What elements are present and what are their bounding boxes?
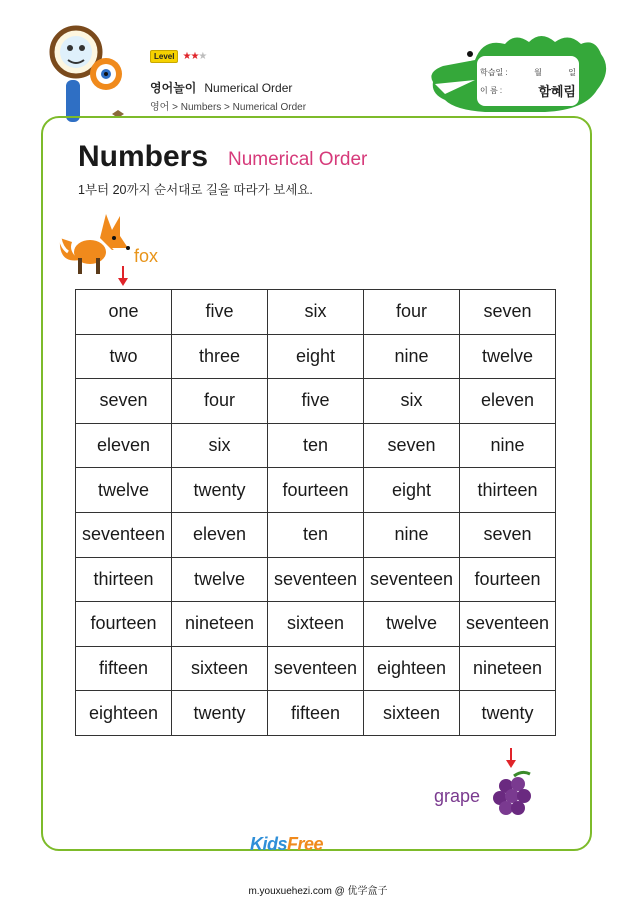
star-filled-icon: ★ (182, 51, 191, 62)
grid-cell[interactable]: seven (76, 379, 172, 424)
grid-cell[interactable]: seventeen (460, 602, 556, 647)
grid-cell[interactable]: fifteen (76, 646, 172, 691)
grid-cell[interactable]: three (172, 334, 268, 379)
category-subtitle: Numerical Order (204, 81, 293, 95)
grid-cell[interactable]: seventeen (364, 557, 460, 602)
grid-cell[interactable]: seven (460, 290, 556, 335)
grid-cell[interactable]: six (172, 423, 268, 468)
study-date-label: 학습일 : (480, 67, 508, 77)
grid-cell[interactable]: fourteen (76, 602, 172, 647)
grid-cell[interactable]: twelve (460, 334, 556, 379)
table-row (76, 379, 556, 424)
grid-cell[interactable]: thirteen (460, 468, 556, 513)
study-info-box (480, 63, 576, 99)
month-label: 월 (534, 67, 542, 77)
logo-kids: Kids (250, 834, 288, 854)
kidsfree-logo (250, 834, 323, 855)
grid-cell[interactable]: six (268, 290, 364, 335)
grid-cell[interactable]: four (172, 379, 268, 424)
category-heading (150, 79, 292, 96)
grid-cell[interactable]: eleven (76, 423, 172, 468)
grid-cell[interactable]: ten (268, 512, 364, 557)
magnifier-mascot-icon (48, 18, 138, 128)
grid-cell[interactable]: twelve (76, 468, 172, 513)
name-row (480, 81, 576, 99)
grid-cell[interactable]: five (268, 379, 364, 424)
instruction-text: 1부터 20까지 순서대로 길을 따라가 보세요. (78, 183, 313, 197)
grid-cell[interactable]: seven (460, 512, 556, 557)
grid-cell[interactable]: fifteen (268, 691, 364, 736)
grid-cell[interactable]: twelve (364, 602, 460, 647)
grid-cell[interactable]: nine (460, 423, 556, 468)
grid-cell[interactable]: sixteen (172, 646, 268, 691)
start-label: fox (134, 246, 159, 266)
table-row (76, 468, 556, 513)
grid-cell[interactable]: eleven (172, 512, 268, 557)
word-maze-grid (75, 289, 556, 736)
table-row (76, 691, 556, 736)
grid-cell[interactable]: seventeen (268, 557, 364, 602)
grid-cell[interactable]: fourteen (268, 468, 364, 513)
table-row (76, 602, 556, 647)
grid-cell[interactable]: seven (364, 423, 460, 468)
start-arrow-icon (118, 266, 128, 286)
grid-cell[interactable]: four (364, 290, 460, 335)
grid-cell[interactable]: one (76, 290, 172, 335)
grid-cell[interactable]: six (364, 379, 460, 424)
level-stars (182, 51, 206, 62)
grid-cell[interactable]: seventeen (268, 646, 364, 691)
grid-cell[interactable]: seventeen (76, 512, 172, 557)
grid-cell[interactable]: five (172, 290, 268, 335)
star-empty-icon: ★ (198, 51, 207, 62)
grid-cell[interactable]: eight (268, 334, 364, 379)
grid-cell[interactable]: nineteen (460, 646, 556, 691)
name-value: 함혜림 (538, 83, 576, 99)
star-filled-icon: ★ (190, 51, 199, 62)
name-label: 이 름 : (480, 85, 503, 95)
table-row (76, 334, 556, 379)
level-badge: Level (150, 50, 178, 63)
study-date-row (480, 63, 576, 81)
table-row (76, 290, 556, 335)
table-row (76, 646, 556, 691)
grid-cell[interactable]: twenty (172, 468, 268, 513)
grid-cell[interactable]: eight (364, 468, 460, 513)
page-subtitle: Numerical Order (228, 149, 368, 170)
table-row (76, 512, 556, 557)
logo-free: Free (287, 834, 324, 854)
grid-cell[interactable]: nineteen (172, 602, 268, 647)
table-row (76, 423, 556, 468)
grid-cell[interactable]: sixteen (364, 691, 460, 736)
category-title: 영어놀이 (150, 81, 197, 95)
grid-cell[interactable]: twenty (172, 691, 268, 736)
table-row (76, 557, 556, 602)
grid-cell[interactable]: two (76, 334, 172, 379)
grid-cell[interactable]: eleven (460, 379, 556, 424)
level-indicator (150, 50, 206, 63)
grid-cell[interactable]: eighteen (76, 691, 172, 736)
grid-cell[interactable]: ten (268, 423, 364, 468)
grid-cell[interactable]: fourteen (460, 557, 556, 602)
grid-cell[interactable]: nine (364, 512, 460, 557)
grid-cell[interactable]: twelve (172, 557, 268, 602)
grid-cell[interactable]: eighteen (364, 646, 460, 691)
breadcrumb: 영어 > Numbers > Numerical Order (150, 102, 307, 113)
day-label: 일 (568, 67, 576, 77)
grape-icon (488, 770, 538, 820)
grid-cell[interactable]: thirteen (76, 557, 172, 602)
footer-site: m.youxuehezi.com @ 优学盒子 (248, 886, 388, 897)
grid-cell[interactable]: nine (364, 334, 460, 379)
grid-cell[interactable]: sixteen (268, 602, 364, 647)
end-arrow-icon (506, 748, 516, 768)
page-title: Numbers (78, 140, 209, 173)
end-label: grape (434, 786, 481, 806)
grid-cell[interactable]: twenty (460, 691, 556, 736)
